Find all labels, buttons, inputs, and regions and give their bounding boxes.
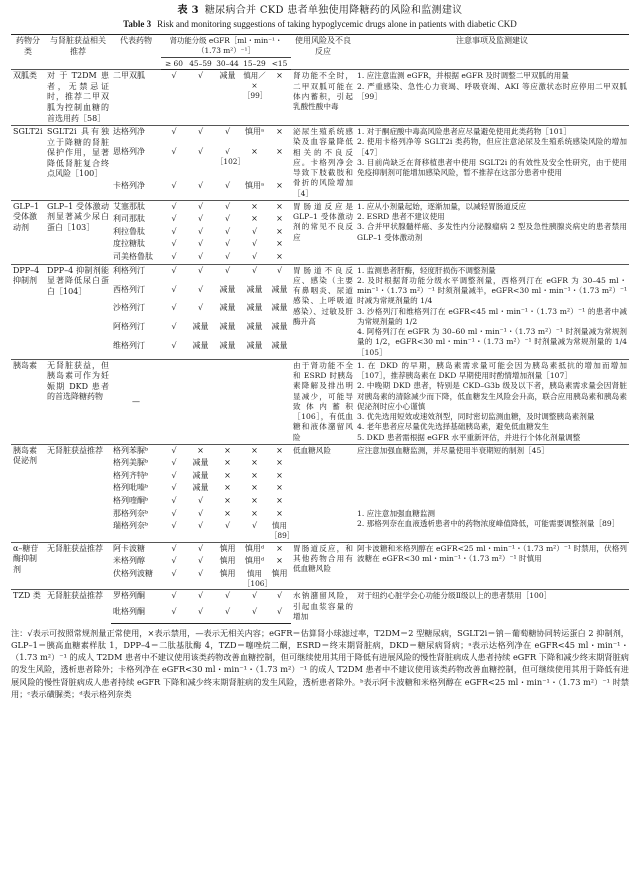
table-footnotes: 注：√表示可按照常规剂量正常使用，×表示禁用，—表示无相关内容；eGFR＝估算肾小球滤过率，T2DM＝2 型糖尿病，SGLT2i＝钠－葡萄糖协同转运蛋白 2 抑制剂，GLP–1＝胰高血糖素样肽 1，DPP–4＝二肽基肽酶 4，TZD＝噻唑烷二酮，ESRD＝终末期肾脏病，DKD＝糖尿病肾病；ᵃ表示达格列净在 eGFR<45 ml・min⁻¹・（1.73 m²）⁻¹ 的成人 T2DM 患者中不建议使用该类药物改善血糖控制，但可继续使用其用于降低有进展风险的慢性肾脏病成人患者持续 eGFR 下降和减少终末期肾脏病的发生风险，透析患者除外；卡格列净在 eGFR<30 ml・min⁻¹・（1.73 m²）⁻¹ 的成人 T2DM 患者中不建议使用该类药物改善血糖控制，但可继续使用其用于降低有进展风险的慢性肾脏病成人患者持续 eGFR 下降和减少终末期肾脏病的发生风险，透析患者除外。ᵇ表示阿卡波糖和米格列醇在 eGFR<25 ml・min⁻¹・（1.73 m²）⁻¹ 时禁用；ᶜ表示磺脲类；ᵈ表示格列奈类 (11, 627, 629, 699)
mark-cell: √ (214, 126, 241, 146)
mark-cell: √ (171, 496, 177, 506)
drug-cell: 罗格列酮 (111, 590, 161, 607)
class-cell: 双胍类 (11, 70, 45, 126)
drug-cell: 米格列醇 (113, 556, 145, 566)
risk-cell: 胃肠道不良反应、感染（主要有鼻咽炎、尿道感染、上呼吸道感染）、过敏及肝酶升高 (291, 264, 355, 359)
mark-cell: × (251, 483, 258, 493)
notes-cell: 对于纽约心脏学会心功能分级Ⅱ级以上的患者禁用［100］ (355, 590, 629, 623)
mark-cell: × (251, 508, 258, 518)
mark-cell: 减量 (271, 322, 288, 332)
mark-cell: √ (187, 606, 214, 623)
mark-cell: √ (224, 180, 231, 190)
header-risk: 使用风险及不良反应 (291, 35, 355, 70)
header-level: ≥ 60 (161, 57, 187, 70)
table-row (11, 70, 629, 126)
drug-risk-table (11, 34, 629, 623)
mark-cell: √ (171, 470, 177, 480)
mark-cell: 减量 (192, 340, 209, 350)
mark-cell: 慎用 (214, 542, 241, 555)
mark-cell: × (251, 214, 258, 224)
mark-cell: × (241, 200, 268, 213)
benefit-cell: SGLT2i 具有独立于降糖的肾脏保护作用，显著降低肾脏复合终点风险［100］ (45, 126, 111, 201)
mark-cell: √ (214, 200, 241, 213)
mark-cell: × (224, 496, 231, 506)
mark-cell: 减量 (246, 303, 263, 313)
mark-cell: √ (197, 521, 204, 531)
mark-cell: 减量 (219, 303, 236, 313)
notes-cell: 1. 在 DKD 的早期，胰岛素需求量可能会因为胰岛素抵抗的增加而增加［107］，推荐胰岛素在 DKD 早期使用时酌情增加剂量［107］ 2. 中晚期 DKD 患者，特别是 CKD–G3b 级及以下者，胰岛素需求量会因肾脏对胰岛素的清除减少而下降，低血糖发生风险会升高，联合应用胰岛素和胰岛素促泌剂时应小心谨慎 3. 优先选用短效或速效剂型，同时密切监测血糖，及时调整胰岛素剂量 4. 老年患者应尽量优先选择基础胰岛素，避免低血糖发生 5. DKD 患者需根据 eGFR 水平重新评估，并进行个体化剂量调整 (355, 359, 629, 444)
drug-cell: 卡格列净 (113, 180, 145, 190)
mark-cell: √ (161, 444, 187, 457)
drug-cell: 格列美脲ᵇ (113, 458, 149, 468)
drug-cell: 司美格鲁肽 (113, 252, 153, 262)
notes-cell: 1. 对于酮症酸中毒高风险患者应尽量避免使用此类药物［101］ 2. 使用卡格列净等 SGLT2i 类药物，但应注意泌尿及生殖系统感染风险的增加［47］ 3. 目前尚缺乏在肾移植患者中使用 SGLT2i 的有效性及安全性研究，由于使用免疫抑制剂可能增加感染风险，暂不推荐在这部分患者中使用 (355, 126, 629, 201)
mark-cell: √ (161, 70, 187, 126)
mark-cell: √ (171, 303, 177, 313)
class-cell: DPP–4抑制剂 (11, 264, 45, 359)
mark-cell: √ (224, 521, 231, 531)
risk-cell: 泌尿生殖系统感染及血容量降低相关的不良反应。卡格列净会导致下肢截肢和骨折的风险增加［4］ (291, 126, 355, 201)
mark-cell: √ (197, 252, 204, 262)
mark-cell: √ (171, 483, 177, 493)
benefit-cell: 无肾脏获益推荐 (45, 542, 111, 590)
table-row (11, 264, 629, 283)
mark-cell: × (276, 483, 283, 493)
drug-cell: 沙格列汀 (113, 303, 145, 313)
mark-cell: × (276, 239, 283, 249)
notes-cell: 1. 应从小剂量起始，逐渐加量，以减轻胃肠道反应 2. ESRD 患者不建议使用 3. 合并甲状腺髓样癌、多发性内分泌腺瘤病 2 型及急性胰腺炎病史的患者禁用 GLP–1 受体激动剂 (355, 200, 629, 264)
mark-cell: 减量 (192, 322, 209, 332)
mark-cell: √ (214, 264, 241, 283)
drug-cell: 维格列汀 (113, 340, 145, 350)
mark-cell: √ (171, 147, 177, 157)
drug-cell: 伏格列波糖 (113, 568, 153, 578)
mark-cell: √ (187, 126, 214, 146)
benefit-cell: GLP–1 受体激动剂显著减少尿白蛋白［103］ (45, 200, 111, 264)
drug-cell: 利格列汀 (111, 264, 161, 283)
header-notes: 注意事项及监测建议 (355, 35, 629, 70)
mark-cell: × (268, 542, 291, 555)
mark-cell: √ (161, 200, 187, 213)
mark-cell: × (276, 147, 283, 157)
header-level: <15 (268, 57, 291, 70)
mark-cell: √ (187, 70, 214, 126)
table-row (11, 359, 629, 444)
mark-cell: √ (161, 264, 187, 283)
mark-cell: √ (197, 180, 204, 190)
mark-cell: √ (171, 568, 177, 578)
risk-cell: 水钠潴留风险，引起血浆容量的增加 (291, 590, 355, 623)
mark-cell: √ (241, 590, 268, 607)
mark-cell: √ (161, 542, 187, 555)
risk-cell: 胃肠道反应，和其他药物合用有低血糖风险 (291, 542, 355, 590)
mark-cell: 减量 (246, 322, 263, 332)
table-row (11, 444, 629, 457)
drug-cell: 那格列奈ᵇ (113, 508, 149, 518)
mark-cell: 减量 (271, 340, 288, 350)
mark-cell: × (224, 458, 231, 468)
mark-cell: √ (214, 590, 241, 607)
mark-cell: × (224, 508, 231, 518)
mark-cell: 慎用ᵃ (244, 180, 265, 190)
mark-cell (241, 359, 268, 444)
drug-cell: 达格列净 (111, 126, 161, 146)
mark-cell: √ (224, 214, 231, 224)
mark-cell: √ (171, 226, 177, 236)
table-row (11, 542, 629, 555)
drug-cell: 格列喹酮ᵇ (113, 496, 149, 506)
mark-cell: 减量 (192, 483, 209, 493)
drug-cell: 利拉鲁肽 (113, 226, 145, 236)
mark-cell: 慎用［89］ (270, 521, 295, 540)
drug-cell: 格列吡嗪ᵇ (113, 483, 149, 493)
mark-cell: × (224, 470, 231, 480)
mark-cell: √ (171, 458, 177, 468)
mark-cell: × (251, 147, 258, 157)
drug-cell: 二甲双胍 (111, 70, 161, 126)
class-cell: TZD 类 (11, 590, 45, 623)
mark-cell: 慎用 (219, 568, 236, 578)
drug-cell: 度拉糖肽 (113, 239, 145, 249)
mark-cell: √ (268, 264, 291, 283)
header-representative: 代表药物 (111, 35, 161, 70)
mark-cell: × (276, 214, 283, 224)
mark-cell: × (276, 226, 283, 236)
mark-cell: √ (197, 508, 204, 518)
drug-cell: 格列齐特ᵇ (113, 470, 149, 480)
mark-cell: √ (187, 590, 214, 607)
mark-cell: √ (171, 239, 177, 249)
drug-cell: — (111, 359, 161, 444)
mark-cell: √ (241, 606, 268, 623)
header-level: 45–59 (187, 57, 214, 70)
drug-cell: 阿格列汀 (113, 322, 145, 332)
mark-cell: 慎用［106］ (243, 568, 272, 588)
header-level: 30–44 (214, 57, 241, 70)
mark-cell: √ (197, 496, 204, 506)
risk-cell: 由于肾功能不全和 ESRD 时胰岛素降解及排出明显减少，可能导致体内蓄积［106］，有低血糖和液体潴留风险 (291, 359, 355, 444)
mark-cell: 减量 (271, 284, 288, 294)
mark-cell: √ (161, 126, 187, 146)
drug-cell: 吡格列酮 (111, 606, 161, 623)
mark-cell: 减量 (219, 340, 236, 350)
drug-cell: 瑞格列奈ᵇ (113, 521, 149, 531)
drug-cell: 格列苯脲ᵇ (111, 444, 161, 457)
class-cell: GLP–1受体激动剂 (11, 200, 45, 264)
mark-cell (161, 359, 187, 444)
mark-cell: 减量 (214, 70, 241, 126)
risk-cell: 胃肠道反应是GLP–1 受体激动剂的常见不良反应 (291, 200, 355, 264)
benefit-cell: 无肾脏获益，但胰岛素可作为妊娠期 DKD 患者的首选降糖药物 (45, 359, 111, 444)
header-kidney-benefit: 与肾脏获益相关推荐 (45, 35, 111, 70)
mark-cell: × (224, 483, 231, 493)
mark-cell: √ (251, 226, 258, 236)
mark-cell: √ (187, 264, 214, 283)
mark-cell: × (251, 496, 258, 506)
page (11, 0, 629, 700)
mark-cell: × (276, 252, 283, 262)
mark-cell: √ (187, 542, 214, 555)
mark-cell: √ (171, 340, 177, 350)
class-cell: α–糖苷酶抑制剂 (11, 542, 45, 590)
table-title-en: Table 3 Risk and monitoring suggestions of taking hypoglycemic drugs alone in patients with diabetic CKD (123, 19, 517, 30)
mark-cell: × (268, 444, 291, 457)
mark-cell: √ (171, 284, 177, 294)
mark-cell: √ (268, 590, 291, 607)
notes-cell: 应注意加强血糖监测，并尽量使用半衰期短的制剂［45］ (355, 444, 629, 507)
mark-cell: × (241, 444, 268, 457)
mark-cell: √ (251, 252, 258, 262)
mark-cell: × (251, 470, 258, 480)
mark-cell: 慎用ᵈ (244, 556, 265, 566)
benefit-cell: 对于T2DM患者，无禁忌证时，推荐二甲双胍为控制血糖的首选用药［58］ (45, 70, 111, 126)
mark-cell: √ (197, 556, 204, 566)
mark-cell: √ (171, 214, 177, 224)
mark-cell: √ (197, 147, 204, 157)
mark-cell: √ (171, 180, 177, 190)
mark-cell: × (276, 496, 283, 506)
notes-cell: 1. 应注意监测 eGFR，并根据 eGFR 及时调整二甲双胍的用量 2. 严重感染、急性心力衰竭、呼吸衰竭、AKI 等应激状态时应停用二甲双胍［99］ (355, 70, 629, 126)
mark-cell: √ (171, 252, 177, 262)
mark-cell: 减量 (219, 322, 236, 332)
header-kidney-function: 肾功能分级 eGFR［ml・min⁻¹・（1.73 m²）⁻¹］ (161, 35, 291, 58)
drug-cell: 恩格列净 (113, 147, 145, 157)
notes-cell: 阿卡波糖和米格列醇在 eGFR<25 ml・min⁻¹・（1.73 m²）⁻¹ 时禁用，伏格列波糖在 eGFR<30 ml・min⁻¹・（1.73 m²）⁻¹ 时慎用 (355, 542, 629, 590)
drug-cell: 艾塞那肽 (111, 200, 161, 213)
mark-cell: × (276, 470, 283, 480)
class-cell: 胰岛素促泌剂 (11, 444, 45, 542)
mark-cell: 慎用ᵈ (241, 542, 268, 555)
mark-cell: √ (197, 303, 204, 313)
benefit-cell: 无肾脏获益推荐 (45, 444, 111, 542)
mark-cell: × (276, 180, 283, 190)
mark-cell: × (276, 458, 283, 468)
table-title-cn: 表 3 糖尿病合并 CKD 患者单独使用降糖药的风险和监测建议 (177, 5, 463, 16)
mark-cell: × (276, 556, 283, 566)
drug-cell: 西格列汀 (113, 284, 145, 294)
mark-cell: √ (251, 521, 258, 531)
mark-cell: √ (224, 239, 231, 249)
mark-cell: 慎用 (271, 568, 288, 578)
mark-cell: √ (171, 521, 177, 531)
mark-cell: × (268, 126, 291, 146)
mark-cell: √ (187, 200, 214, 213)
mark-cell: √ (197, 239, 204, 249)
mark-cell (187, 359, 214, 444)
risk-cell: 低血糖风险 (291, 444, 355, 507)
mark-cell: √ (224, 226, 231, 236)
table-row (11, 590, 629, 607)
header-level: 15–29 (241, 57, 268, 70)
mark-cell: 减量 (246, 340, 263, 350)
header-drug-class: 药物分类 (11, 35, 45, 70)
benefit-cell: 无肾脏获益推荐 (45, 590, 111, 623)
mark-cell: × (214, 444, 241, 457)
notes-cell: 1. 监测患者肝酶，轻度肝损伤不调整剂量 2. 及时根据肾功能分级水平调整剂量，西格列汀在 eGFR 为 30–45 ml・min⁻¹・（1.73 m²）⁻¹ 时须剂量减半，eGFR<30 ml・min⁻¹・（1.73 m²）⁻¹ 时减为常规剂量的 1/4 3. 沙格列汀和维格列汀在 eGFR<45 ml・min⁻¹・（1.73 m²）⁻¹ 的患者中减为常规剂量的 1/2 4. 阿格列汀在 eGFR 为 30–60 ml・min⁻¹・（1.73 m²）⁻¹ 时剂量减为常规剂量的 1/2，eGFR<30 ml・min⁻¹・（1.73 m²）⁻¹ 时剂量减为常规剂量的 1/4［105］ (355, 264, 629, 359)
mark-cell: √ (197, 568, 204, 578)
mark-cell: × (187, 444, 214, 457)
table-row (11, 126, 629, 146)
mark-cell: √ (197, 214, 204, 224)
mark-cell: √ (161, 606, 187, 623)
mark-cell: 减量 (192, 470, 209, 480)
class-cell: 胰岛素 (11, 359, 45, 444)
mark-cell (268, 359, 291, 444)
mark-cell: √ (161, 590, 187, 607)
mark-cell: 减量 (271, 303, 288, 313)
mark-cell: √ (171, 508, 177, 518)
mark-cell: √ (214, 606, 241, 623)
drug-cell: 阿卡波糖 (111, 542, 161, 555)
class-cell: SGLT2i (11, 126, 45, 201)
mark-cell: × (251, 458, 258, 468)
mark-cell: √ (197, 284, 204, 294)
notes-cell: 1. 应注意加强血糖监测 2. 那格列奈在血液透析患者中的药物浓度峰值降低，可能需要调整剂量［89］ (357, 508, 620, 528)
mark-cell: 减量 (192, 458, 209, 468)
mark-cell (214, 359, 241, 444)
mark-cell: √ (171, 556, 177, 566)
mark-cell: 慎用／×［99］ (241, 70, 268, 126)
mark-cell: √ (241, 264, 268, 283)
mark-cell: √ (268, 606, 291, 623)
mark-cell: 慎用ᵃ (241, 126, 268, 146)
drug-cell: 利司那肽 (113, 214, 145, 224)
benefit-cell: DPP–4 抑制剂能显著降低尿白蛋白［104］ (45, 264, 111, 359)
mark-cell: × (276, 508, 283, 518)
mark-cell: 慎用 (219, 556, 236, 566)
mark-cell: √ (251, 239, 258, 249)
mark-cell: √［102］ (216, 147, 245, 166)
mark-cell: 减量 (246, 284, 263, 294)
risk-cell (291, 508, 355, 543)
mark-cell: √ (171, 322, 177, 332)
mark-cell: √ (224, 252, 231, 262)
mark-cell: × (268, 200, 291, 213)
mark-cell: 减量 (219, 284, 236, 294)
risk-cell: 肾功能不全时，二甲双胍可能在体内蓄积，引起乳酸性酸中毒 (291, 70, 355, 126)
mark-cell: √ (197, 226, 204, 236)
table-row (11, 200, 629, 213)
mark-cell: × (268, 70, 291, 126)
